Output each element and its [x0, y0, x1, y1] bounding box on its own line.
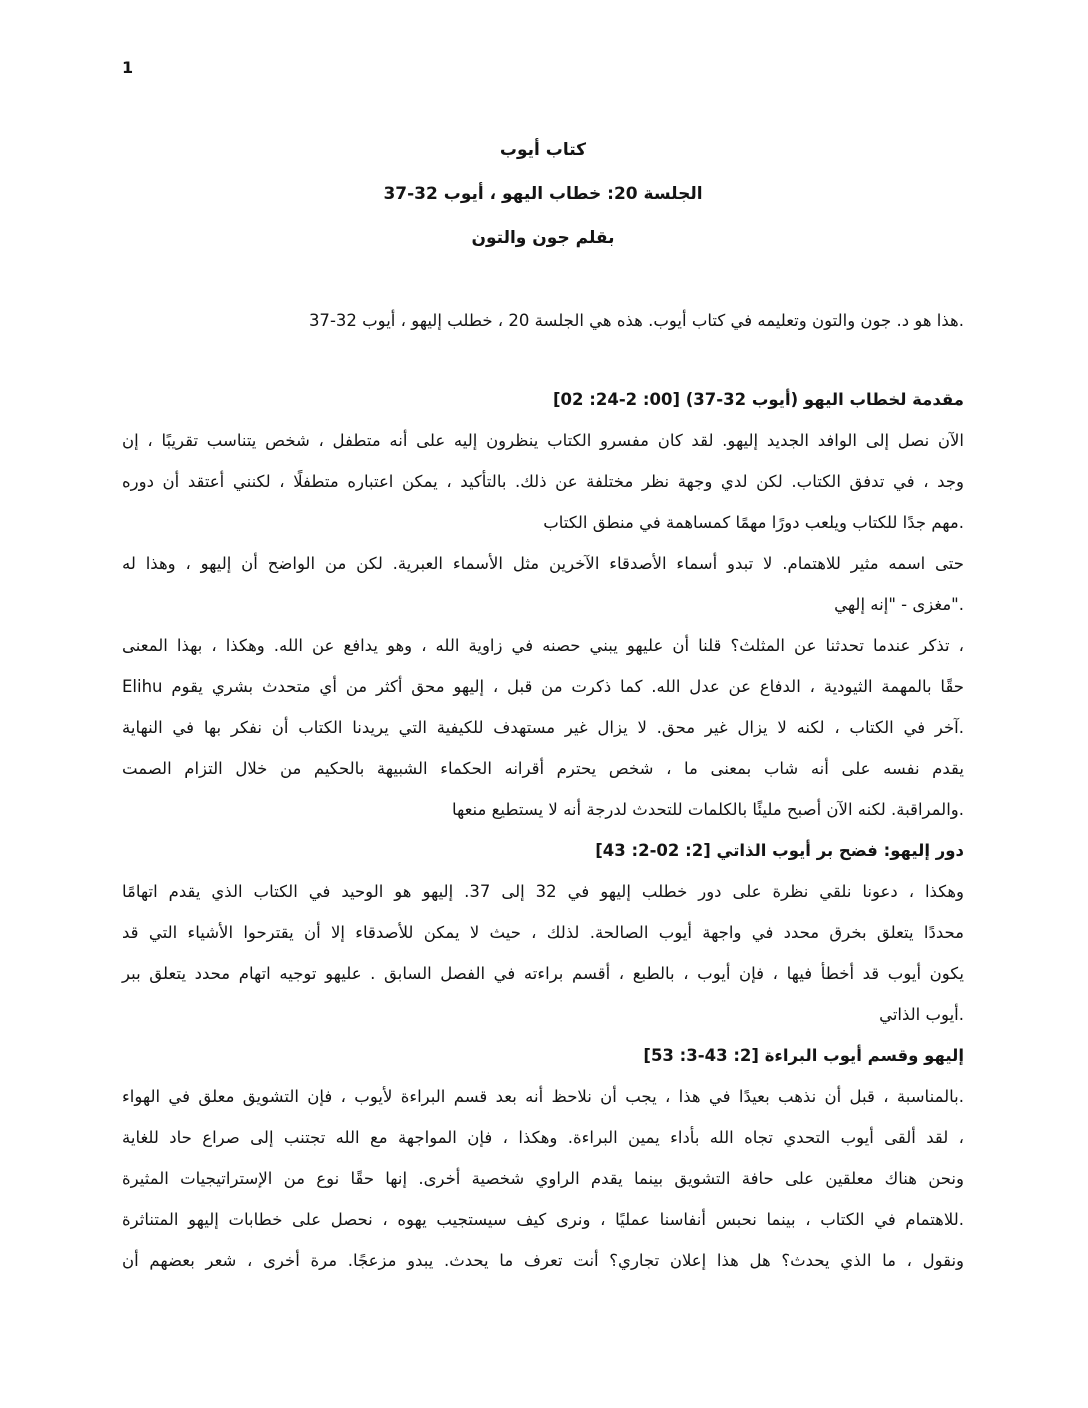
paragraph-line: ونحن هناك معلقين على حافة التشويق بينما يقدم الراوي شخصية أخرى. إنها حقًا نوع من الإستراتيجيات المثيرة: [122, 1169, 964, 1188]
section-heading: مقدمة لخطاب اليهو (أيوب 32-37) [00: 2-24: 02]: [552, 390, 964, 409]
paragraph: [122, 1076, 964, 1281]
paragraph-line: حتى اسمه مثير للاهتمام. لا تبدو أسماء الأصدقاء الآخرين مثل الأسماء العبرية. لكن من الواضح أن إليهو ، وهذا له: [122, 554, 964, 573]
paragraph-line: يقدم نفسه على أنه شاب بمعنى ما ، شخص يحترم أقرانه الحكماء الشبيهة بالحكيم من خلال التزام الصمت: [122, 759, 964, 778]
paragraph-line: ."مغزى - "إنه إلهي: [834, 595, 964, 614]
paragraph-line: وجد ، في تدفق الكتاب. لكن لدي وجهة نظر مختلفة عن ذلك. بالتأكيد ، يمكن اعتباره متطفلًا ، لكنني أعتقد أن دوره: [122, 472, 964, 491]
paragraph-line: وهكذا ، دعونا نلقي نظرة على دور خطلب إليهو في 32 إلى 37. إليهو هو الوحيد في الكتاب الذي يقدم اتهامًا: [122, 882, 964, 901]
paragraph-line: محددًا يتعلق بخرق محدد في واجهة أيوب الصالحة. لذلك ، حيث لا يمكن للأصدقاء إلا أن يقترحوا الأشياء التي قد: [122, 923, 964, 942]
paragraph-line: ونقول ، ما الذي يحدث؟ هل هذا إعلان تجاري؟ أنت تعرف ما يحدث. يبدو مزعجًا. مرة أخرى ، شعر بعضهم أن: [122, 1251, 964, 1270]
paragraph-line: ، لقد ألقى أيوب التحدي تجاه الله بأداء يمين البراءة. وهكذا ، فإن المواجهة مع الله تجتنب إلى صراع حاد للغاية: [122, 1128, 964, 1147]
section-heading: دور إليهو: فضح بر أيوب الذاتي [2: 02-2: 43]: [595, 841, 964, 860]
document-body: [122, 379, 964, 1281]
paragraph-line: .آخر في الكتاب ، لكنه لا يزال غير محق. لا يزال غير مستهدف للكيفية التي يريدنا الكتاب أن نفكر بها في النهاية: [122, 718, 964, 737]
paragraph-line: .والمراقبة. لكنه الآن أصبح مليئًا بالكلمات للتحدث لدرجة أنه لا يستطيع منعها: [451, 800, 964, 819]
paragraph: [122, 543, 964, 625]
paragraph: [122, 871, 964, 1035]
paragraph: [122, 625, 964, 748]
title-block: [122, 128, 964, 260]
section-heading: إليهو وقسم أيوب البراءة [2: 43-3: 53]: [643, 1046, 964, 1065]
paragraph: [122, 420, 964, 543]
document-title: كتاب أيوب: [499, 140, 587, 160]
paragraph-line: حقًا بالمهمة الثيودية ، الدفاع عن عدل الله. كما ذكرت من قبل ، إليهو محق أكثر من أي متحدث بشري يقوم Elihu: [122, 677, 964, 696]
page-number: 1: [122, 58, 134, 77]
intro-paragraph: .هذا هو د. جون والتون وتعليمه في كتاب أيوب. هذه هي الجلسة 20 ، خطلب إليهو ، أيوب 32-37: [308, 311, 964, 330]
paragraph-line: .أيوب الذاتي: [879, 1005, 964, 1024]
paragraph-line: ، تذكر عندما تحدثنا عن المثلث؟ قلنا أن عليهو يبني حصنه في زاوية الله ، وهو يدافع عن الله. وهكذا ، بهذا المعنى: [122, 636, 964, 655]
paragraph: [122, 748, 964, 830]
paragraph-line: .بالمناسبة ، قبل أن نذهب بعيدًا في هذا ، يجب أن نلاحظ أنه بعد قسم البراءة لأيوب ، فإن التشويق معلق في الهواء: [122, 1087, 964, 1106]
paragraph-line: .للاهتمام في الكتاب ، بينما نحبس أنفاسنا عمليًا ، ونرى كيف سيستجيب يهوه ، نحصل على خطابات إليهو المتناثرة: [122, 1210, 964, 1229]
session-title: الجلسة 20: خطاب اليهو ، أيوب 32-37: [383, 184, 703, 204]
author-line: بقلم جون والتون: [471, 228, 615, 248]
paragraph-line: .مهم جدًا للكتاب ويلعب دورًا مهمًا كمساهمة في منطق الكتاب: [543, 513, 964, 532]
paragraph-line: يكون أيوب قد أخطأ فيها ، فإن أيوب ، بالطبع ، أقسم براءته في الفصل السابق . عليهو توجيه اتهام محدد يتعلق ببر: [122, 964, 964, 983]
paragraph-line: الآن نصل إلى الوافد الجديد إليهو. لقد كان مفسرو الكتاب ينظرون إليه على أنه متطفل ، شخص يتناسب تقريبًا ، إن: [122, 431, 964, 450]
